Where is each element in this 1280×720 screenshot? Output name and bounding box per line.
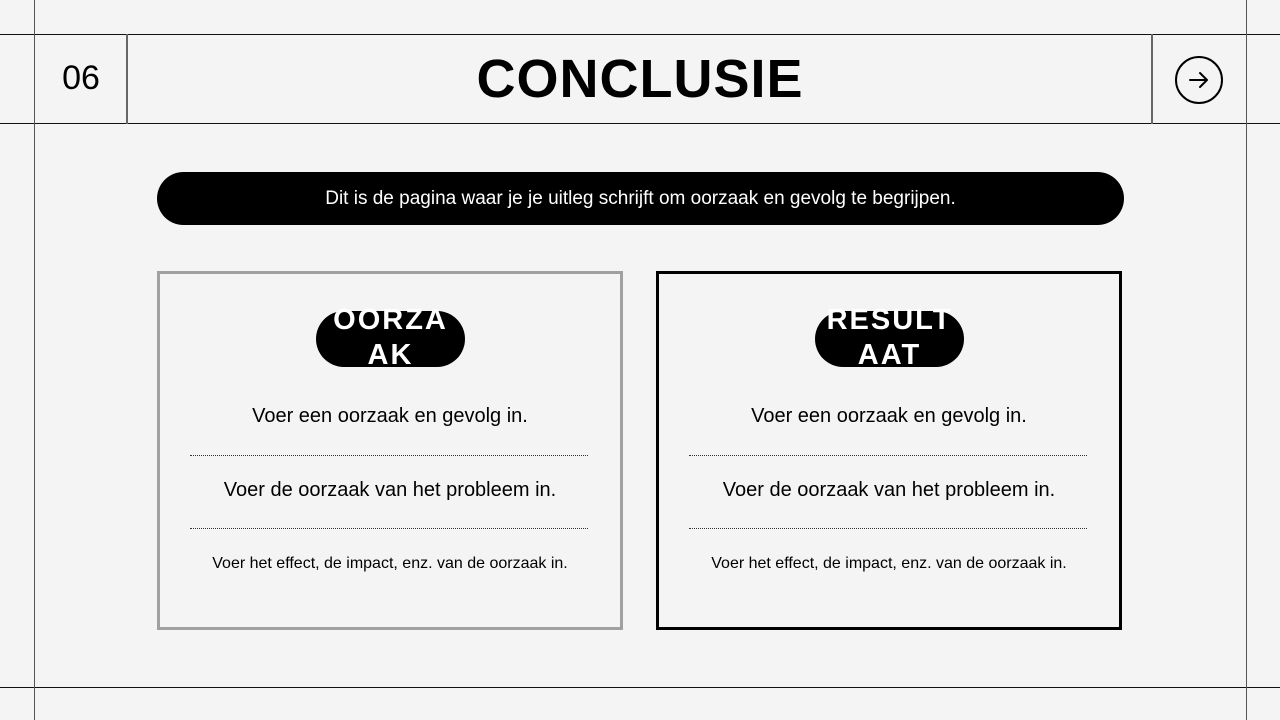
dotted-divider xyxy=(689,528,1087,529)
page-number: 06 xyxy=(62,59,100,97)
divider xyxy=(34,0,35,720)
arrow-right-circle-icon xyxy=(1186,67,1212,93)
intro-banner: Dit is de pagina waar je je uitleg schrijft om oorzaak en gevolg te begrijpen. xyxy=(157,172,1124,225)
card-line-3: Voer het effect, de impact, enz. van de oorzaak in. xyxy=(212,555,568,572)
divider xyxy=(0,123,1280,124)
result-label: RESULTAAT xyxy=(826,304,953,371)
divider xyxy=(0,687,1280,688)
card-line-2: Voer de oorzaak van het probleem in. xyxy=(722,479,1056,501)
cause-label: OORZAAK xyxy=(333,304,448,371)
page-title: CONCLUSIE xyxy=(476,48,804,109)
next-button[interactable] xyxy=(1175,56,1223,104)
dotted-divider xyxy=(190,455,588,456)
dotted-divider xyxy=(190,528,588,529)
cause-card xyxy=(157,271,623,630)
card-line-1: Voer een oorzaak en gevolg in. xyxy=(252,405,528,427)
cause-badge xyxy=(316,304,465,371)
dotted-divider xyxy=(689,455,1087,456)
card-line-3: Voer het effect, de impact, enz. van de oorzaak in. xyxy=(711,555,1067,572)
result-card xyxy=(656,271,1122,630)
result-badge xyxy=(815,304,964,371)
divider xyxy=(1246,0,1247,720)
card-line-2: Voer de oorzaak van het probleem in. xyxy=(223,479,557,501)
card-line-1: Voer een oorzaak en gevolg in. xyxy=(751,405,1027,427)
